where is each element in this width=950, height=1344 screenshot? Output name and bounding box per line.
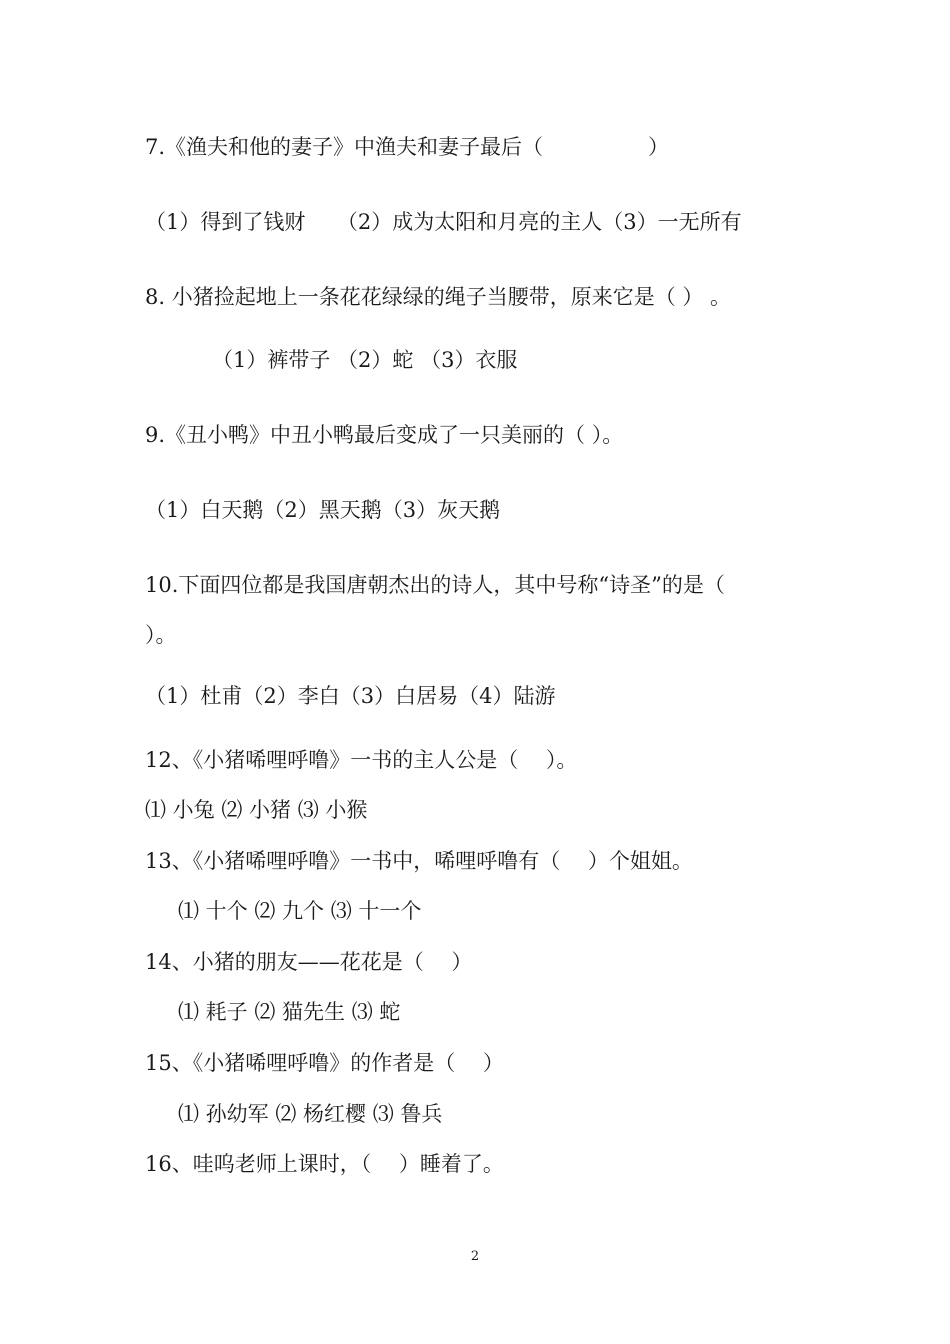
question-9-options: （1）白天鹅（2）黑天鹅（3）灰天鹅 xyxy=(145,498,501,522)
question-8-options: （1）裤带子 （2）蛇 （3）衣服 xyxy=(212,348,518,372)
question-14: 14、小猪的朋友——花花是（ ） xyxy=(145,950,473,974)
question-12-options: ⑴ 小兔 ⑵ 小猪 ⑶ 小猴 xyxy=(145,798,368,822)
question-10-continuation: ）。 xyxy=(145,623,177,647)
question-9: 9.《丑小鸭》中丑小鸭最后变成了一只美丽的（ ）。 xyxy=(145,423,624,447)
question-10-options: （1）杜甫（2）李白（3）白居易（4）陆游 xyxy=(145,684,556,708)
question-15: 15、《小猪唏哩呼噜》的作者是（ ） xyxy=(145,1051,504,1075)
question-13: 13、《小猪唏哩呼噜》一书中，唏哩呼噜有（ ）个姐姐。 xyxy=(145,849,693,873)
question-14-options: ⑴ 耗子 ⑵ 猫先生 ⑶ 蛇 xyxy=(178,1000,401,1024)
question-8: 8. 小猪捡起地上一条花花绿绿的绳子当腰带，原来它是（ ） 。 xyxy=(145,285,732,309)
question-13-options: ⑴ 十个 ⑵ 九个 ⑶ 十一个 xyxy=(178,899,422,923)
question-16: 16、哇呜老师上课时，（ ）睡着了。 xyxy=(145,1152,504,1176)
question-15-options: ⑴ 孙幼军 ⑵ 杨红樱 ⑶ 鲁兵 xyxy=(178,1102,443,1126)
question-12: 12、《小猪唏哩呼噜》一书的主人公是（ ）。 xyxy=(145,748,578,772)
question-7-options: （1）得到了钱财 （2）成为太阳和月亮的主人（3）一无所有 xyxy=(145,210,742,234)
question-10: 10.下面四位都是我国唐朝杰出的诗人，其中号称“诗圣”的是（ xyxy=(145,573,725,597)
question-7: 7.《渔夫和他的妻子》中渔夫和妻子最后（ ） xyxy=(145,135,670,159)
page-number: 2 xyxy=(470,1249,480,1264)
